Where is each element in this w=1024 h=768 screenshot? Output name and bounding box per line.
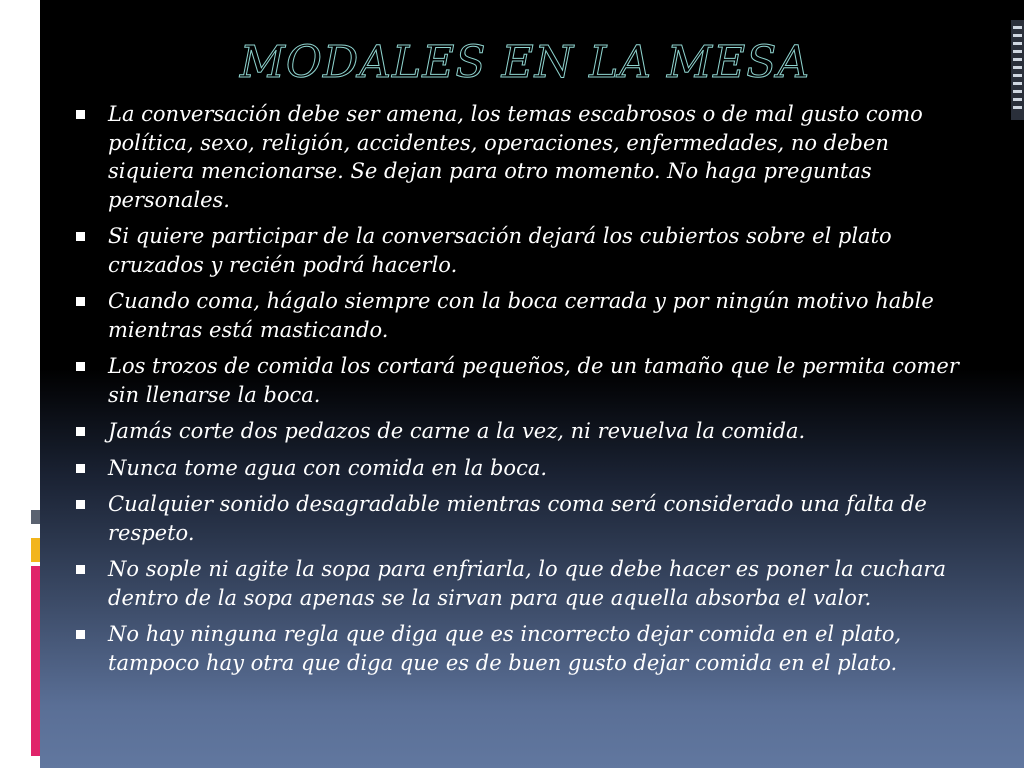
bullet-text: Nunca tome agua con comida en la boca. bbox=[108, 455, 548, 480]
bullet-text: Jamás corte dos pedazos de carne a la vez, ni revuelva la comida. bbox=[108, 419, 806, 443]
bullet-text: Cuando coma, hágalo siempre con la boca cerrada y por ningún motivo hable mientras está masticando. bbox=[108, 289, 934, 342]
bullet-item bbox=[72, 352, 972, 409]
decorative-bars-icon bbox=[1011, 20, 1024, 120]
bullet-item bbox=[72, 620, 972, 677]
bullet-text: No hay ninguna regla que diga que es incorrecto dejar comida en el plato, tampoco hay otra que diga que es de buen gusto dejar comida en el plato. bbox=[108, 622, 902, 675]
bullet-item bbox=[72, 100, 972, 214]
slide-title: MODALES EN LA MESA bbox=[239, 37, 811, 88]
square-bullet-icon bbox=[76, 232, 85, 241]
bullet-text: No sople ni agite la sopa para enfriarla, lo que debe hacer es poner la cuchara dentro de la sopa apenas se la sirvan para que aquella absorba el valor. bbox=[108, 557, 946, 610]
bullet-text: Cualquier sonido desagradable mientras coma será considerado una falta de respeto. bbox=[108, 492, 927, 545]
accent-pink-bar bbox=[31, 566, 40, 756]
square-bullet-icon bbox=[76, 297, 85, 306]
bullet-item bbox=[72, 287, 972, 344]
bullet-item bbox=[72, 222, 972, 279]
square-bullet-icon bbox=[76, 110, 85, 119]
square-bullet-icon bbox=[76, 464, 85, 473]
square-bullet-icon bbox=[76, 362, 85, 371]
square-bullet-icon bbox=[76, 630, 85, 639]
accent-yellow-block bbox=[31, 538, 40, 562]
square-bullet-icon bbox=[76, 565, 85, 574]
square-bullet-icon bbox=[76, 500, 85, 509]
bullet-item bbox=[72, 417, 972, 446]
bullet-text: Si quiere participar de la conversación dejará los cubiertos sobre el plato cruzados y recién podrá hacerlo. bbox=[108, 224, 892, 277]
bullet-text: La conversación debe ser amena, los temas escabrosos o de mal gusto como política, sexo, religión, accidentes, operaciones, enfermedades, no deben siquiera mencionarse. Se dejan para otro momento. No haga preguntas personales. bbox=[108, 102, 923, 212]
bullet-item bbox=[72, 454, 972, 483]
bullet-text: Los trozos de comida los cortará pequeños, de un tamaño que le permita comer sin llenarse la boca. bbox=[108, 354, 959, 407]
bullet-item bbox=[72, 490, 972, 547]
bullet-list bbox=[72, 100, 972, 685]
accent-gray-block bbox=[31, 510, 40, 524]
bullet-item bbox=[72, 555, 972, 612]
square-bullet-icon bbox=[76, 427, 85, 436]
